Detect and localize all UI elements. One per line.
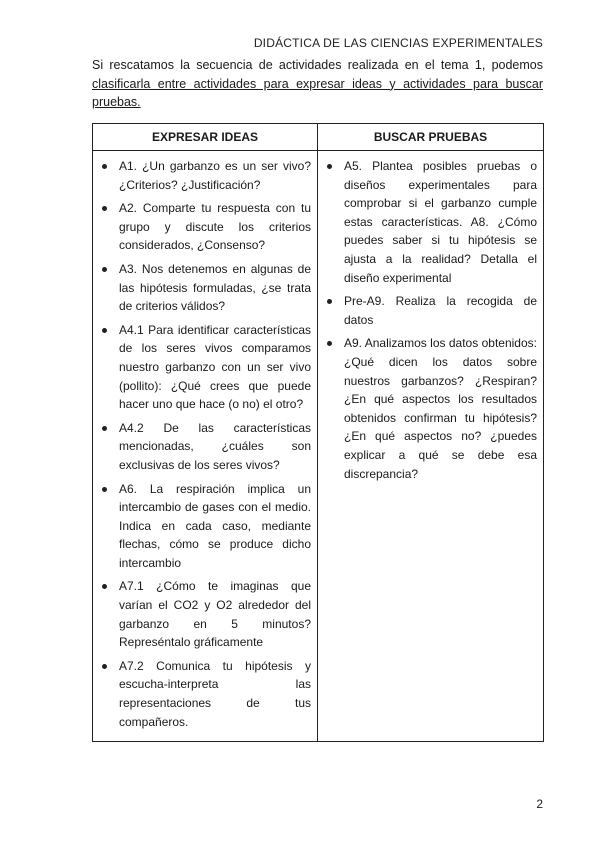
list-item-text: A2. Comparte tu respuesta con tu grupo y discute los criterios considerados, ¿Consenso? xyxy=(119,201,311,253)
bullet-icon xyxy=(102,487,107,492)
list-item-text: A7.2 Comunica tu hipótesis y escucha-interpreta las representaciones de tus compañeros. xyxy=(119,658,311,729)
list-item xyxy=(99,577,311,651)
intro-text: Si rescatamos la secuencia de actividades realizada en el tema 1, podemos xyxy=(92,58,543,72)
list-item xyxy=(324,157,537,287)
expresar-ideas-list xyxy=(99,157,311,731)
running-header: DIDÁCTICA DE LAS CIENCIAS EXPERIMENTALES xyxy=(253,36,543,50)
page-number: 2 xyxy=(536,797,543,811)
bullet-icon xyxy=(327,164,332,169)
list-item-text: A4.2 De las características mencionadas, ¿cuáles son exclusivas de los seres vivos? xyxy=(119,420,311,472)
bullet-icon xyxy=(102,664,107,669)
list-item-text: A3. Nos detenemos en algunas de las hipótesis formuladas, ¿se trata de criterios válidos? xyxy=(119,261,311,314)
buscar-pruebas-list xyxy=(324,157,537,483)
intro-underlined-text: clasificarla entre actividades para expresar ideas y actividades para buscar pruebas. xyxy=(92,76,543,109)
list-item-text: A4.1 Para identificar características de los seres vivos comparamos nuestro garbanzo con un ser vivo (pollito): ¿Qué crees que puede hacer uno que hace (o no) el otro? xyxy=(119,322,311,412)
table-header-row xyxy=(93,124,544,151)
list-item xyxy=(99,419,311,475)
list-item xyxy=(324,292,537,329)
list-item xyxy=(99,321,311,414)
header-buscar-pruebas: BUSCAR PRUEBAS xyxy=(318,124,544,151)
list-item-text: A5. Plantea posibles pruebas o diseños experimentales para comprobar si el garbanzo cumple estas características. A8. ¿Cómo puedes saber si tu hipótesis se ajusta a la realidad? Detalla el diseño experimental xyxy=(344,159,537,285)
bullet-icon xyxy=(102,328,107,333)
activities-table xyxy=(92,123,544,742)
list-item xyxy=(99,480,311,573)
bullet-icon xyxy=(327,299,332,304)
list-item xyxy=(99,657,311,731)
list-item-text: A1. ¿Un garbanzo es un ser vivo? ¿Criterios? ¿Justificación? xyxy=(119,159,311,192)
intro-paragraph xyxy=(92,56,543,112)
list-item-text: A6. La respiración implica un intercambio de gases con el medio. Indica en cada caso, mediante flechas, cómo se produce dicho intercambio xyxy=(119,481,311,570)
list-item-text: Pre-A9. Realiza la recogida de datos xyxy=(344,294,537,327)
bullet-icon xyxy=(102,206,107,211)
bullet-icon xyxy=(102,584,107,589)
list-item xyxy=(99,199,311,255)
bullet-icon xyxy=(102,426,107,431)
header-expresar-ideas: EXPRESAR IDEAS xyxy=(93,124,318,151)
bullet-icon xyxy=(102,164,107,169)
list-item-text: A7.1 ¿Cómo te imaginas que varían el CO2 y O2 alrededor del garbanzo en 5 minutos? Represéntalo gráficamente xyxy=(119,579,311,650)
expresar-ideas-cell xyxy=(93,151,318,742)
list-item-text: A9. Analizamos los datos obtenidos: ¿Qué dicen los datos sobre nuestros garbanzos? ¿Respiran? ¿En qué aspectos los resultados obtenidos confirman tu hipótesis? ¿En qué aspectos no? ¿puedes explicar a qué se debe esa discrepancia? xyxy=(344,336,537,481)
bullet-icon xyxy=(327,341,332,346)
table-body-row xyxy=(93,151,544,742)
buscar-pruebas-cell xyxy=(318,151,544,742)
bullet-icon xyxy=(102,267,107,272)
list-item xyxy=(99,157,311,194)
list-item xyxy=(324,334,537,483)
list-item xyxy=(99,260,311,316)
